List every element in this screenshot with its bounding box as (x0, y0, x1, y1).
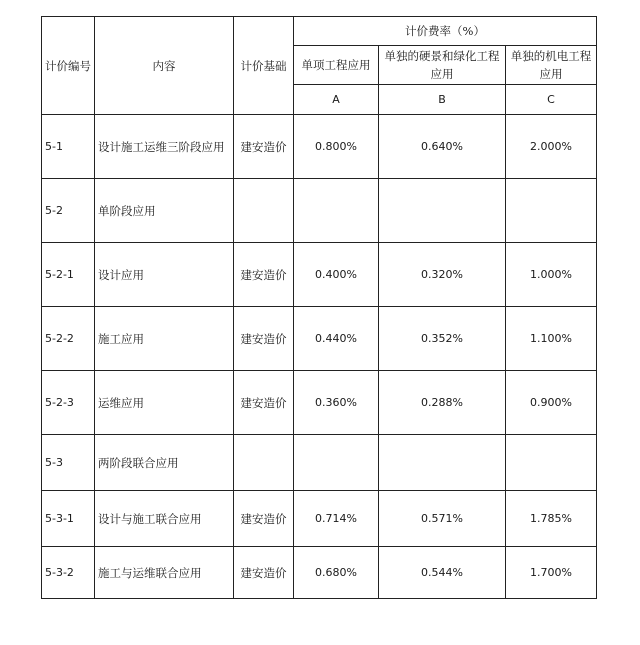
row-code: 5-2-3 (42, 371, 95, 435)
row-basis: 建安造价 (234, 243, 294, 307)
table-row (42, 179, 597, 243)
row-rate-b: 0.640% (379, 115, 506, 179)
header-col-b-line1: 单独的硬景和绿化工程 (384, 49, 500, 63)
row-basis: 建安造价 (234, 371, 294, 435)
row-rate-b: 0.544% (379, 547, 506, 599)
row-rate-a: 0.680% (294, 547, 379, 599)
row-code: 5-1 (42, 115, 95, 179)
row-content: 单阶段应用 (95, 179, 234, 243)
header-basis: 计价基础 (234, 17, 294, 115)
row-basis: 建安造价 (234, 491, 294, 547)
row-basis: 建安造价 (234, 307, 294, 371)
row-content: 设计施工运维三阶段应用 (95, 115, 234, 179)
row-basis: 建安造价 (234, 547, 294, 599)
row-code: 5-2 (42, 179, 95, 243)
row-rate-c: 0.900% (506, 371, 597, 435)
row-content: 运维应用 (95, 371, 234, 435)
row-code: 5-3-1 (42, 491, 95, 547)
table-row (42, 243, 597, 307)
header-col-c (506, 46, 597, 85)
row-rate-a: 0.800% (294, 115, 379, 179)
row-code: 5-2-1 (42, 243, 95, 307)
row-rate-a (294, 179, 379, 243)
row-rate-c: 1.785% (506, 491, 597, 547)
row-rate-a (294, 435, 379, 491)
row-rate-a: 0.360% (294, 371, 379, 435)
table-row (42, 115, 597, 179)
table-row (42, 371, 597, 435)
header-col-b-line2: 应用 (430, 67, 454, 81)
rate-table (41, 16, 597, 599)
row-rate-b: 0.288% (379, 371, 506, 435)
table-row (42, 547, 597, 599)
header-col-b (379, 46, 506, 85)
header-col-a: 单项工程应用 (294, 46, 379, 85)
header-code: 计价编号 (42, 17, 95, 115)
table-row (42, 491, 597, 547)
header-col-c-line2: 应用 (539, 67, 563, 81)
header-content: 内容 (95, 17, 234, 115)
row-basis (234, 179, 294, 243)
row-rate-b: 0.320% (379, 243, 506, 307)
row-rate-c: 1.700% (506, 547, 597, 599)
header-letter-a: A (294, 85, 379, 115)
row-content: 设计应用 (95, 243, 234, 307)
row-rate-c (506, 435, 597, 491)
header-letter-b: B (379, 85, 506, 115)
row-rate-c (506, 179, 597, 243)
row-code: 5-3-2 (42, 547, 95, 599)
header-letter-c: C (506, 85, 597, 115)
header-rate-group: 计价费率（%） (294, 17, 597, 46)
row-rate-a: 0.440% (294, 307, 379, 371)
row-rate-b (379, 435, 506, 491)
table-row (42, 307, 597, 371)
row-basis: 建安造价 (234, 115, 294, 179)
row-basis (234, 435, 294, 491)
row-rate-a: 0.400% (294, 243, 379, 307)
row-content: 设计与施工联合应用 (95, 491, 234, 547)
row-content: 施工应用 (95, 307, 234, 371)
row-rate-b: 0.571% (379, 491, 506, 547)
row-rate-c: 2.000% (506, 115, 597, 179)
row-code: 5-2-2 (42, 307, 95, 371)
table-row (42, 435, 597, 491)
row-content: 两阶段联合应用 (95, 435, 234, 491)
header-col-c-line1: 单独的机电工程 (510, 49, 592, 63)
row-rate-c: 1.100% (506, 307, 597, 371)
row-rate-a: 0.714% (294, 491, 379, 547)
row-rate-b: 0.352% (379, 307, 506, 371)
row-rate-c: 1.000% (506, 243, 597, 307)
row-content: 施工与运维联合应用 (95, 547, 234, 599)
row-code: 5-3 (42, 435, 95, 491)
row-rate-b (379, 179, 506, 243)
